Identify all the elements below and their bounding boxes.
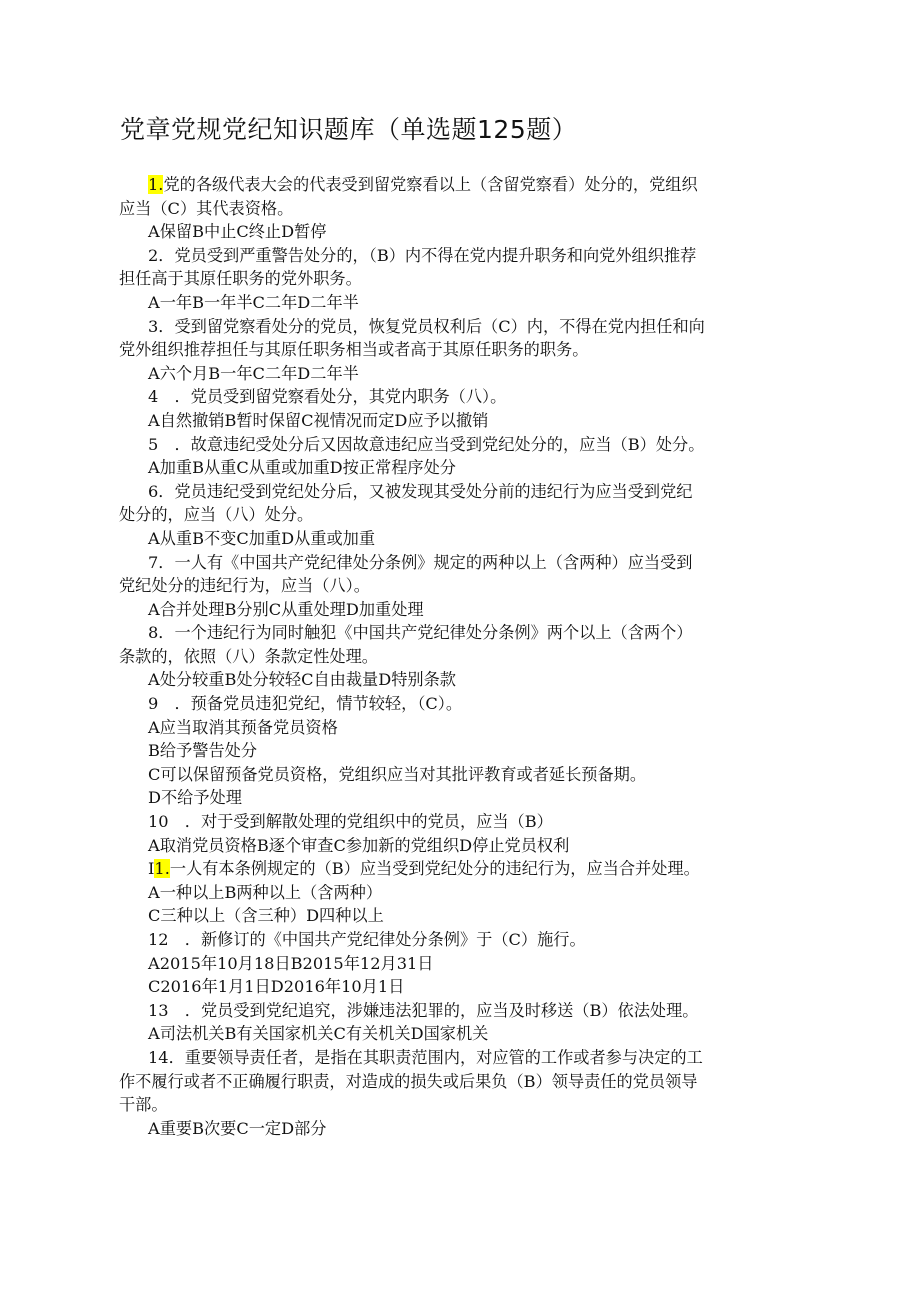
question-text: 党的各级代表大会的代表受到留党察看以上（含留党察看）处分的，党组织	[163, 175, 698, 194]
question-number-prefix: I	[148, 859, 155, 879]
answer-options: A2015年10月18日B2015年12月31日	[148, 953, 434, 973]
answer-options: A司法机关B有关国家机关C有关机关D国家机关	[148, 1024, 489, 1044]
question-13: 13 ．党员受到党纪追究，涉嫌违法犯罪的，应当及时移送（B）依法处理。	[148, 1000, 699, 1020]
answer-options: C2016年1月1日D2016年10月1日	[148, 977, 405, 997]
question-text: 一人有本条例规定的（B）应当受到党纪处分的违纪行为，应当合并处理。	[169, 859, 700, 879]
answer-options: A一年B一年半C二年D二年半	[148, 292, 359, 312]
question-14: 14．重要领导责任者，是指在其职责范围内，对应管的工作或者参与决定的工	[148, 1047, 703, 1067]
question-2: 2．党员受到严重警告处分的，（B）内不得在党内提升职务和向党外组织推荐	[148, 245, 697, 265]
answer-option-c: C可以保留预备党员资格，党组织应当对其批评教育或者延长预备期。	[148, 764, 647, 784]
question-9: 9 ．预备党员违犯党纪，情节较轻，（C）。	[148, 694, 463, 714]
answer-options: A自然撤销B暂时保留C视情况而定D应予以撤销	[148, 410, 489, 430]
question-12: 12 ．新修订的《中国共产党纪律处分条例》于（C）施行。	[148, 930, 586, 949]
question-7: 7．一人有《中国共产党纪律处分条例》规定的两种以上（含两种）应当受到	[148, 552, 693, 572]
question-text-continued: 干部。	[119, 1095, 168, 1115]
answer-option-a: A应当取消其预备党员资格	[148, 717, 338, 737]
question-text-continued: 应当（C）其代表资格。	[119, 198, 294, 218]
question-number-highlight: 1.	[148, 175, 164, 194]
question-text-continued: 担任高于其原任职务的党外职务。	[119, 269, 362, 289]
answer-options: A一种以上B两种以上（含两种）	[148, 882, 383, 902]
answer-options: A加重B从重C从重或加重D按正常程序处分	[148, 458, 456, 478]
question-text-continued: 处分的，应当（八）处分。	[119, 505, 314, 525]
answer-options: A重要B次要C一定D部分	[148, 1118, 327, 1138]
answer-options: C三种以上（含三种）D四种以上	[148, 906, 384, 926]
answer-options: A合并处理B分别C从重处理D加重处理	[148, 599, 424, 619]
answer-option-b: B给予警告处分	[148, 741, 258, 761]
question-number-highlight: 1.	[154, 859, 170, 879]
answer-options: A保留B中止C终止D暂停	[148, 222, 327, 242]
question-text-continued: 党纪处分的违纪行为，应当（八）。	[119, 576, 370, 596]
question-10: 10 ．对于受到解散处理的党组织中的党员，应当（B）	[148, 812, 553, 832]
question-5: 5 ．故意违纪受处分后又因故意违纪应当受到党纪处分的，应当（B）处分。	[148, 434, 705, 454]
question-1	[119, 173, 791, 197]
answer-options: A从重B不变C加重D从重或加重	[148, 528, 376, 548]
page-title: 党章党规党纪知识题库（单选题125题）	[120, 115, 578, 144]
question-11	[119, 857, 791, 881]
answer-options: A六个月B一年C二年D二年半	[148, 363, 359, 383]
answer-options: A处分较重B处分较轻C自由裁量D特别条款	[148, 670, 456, 690]
question-list	[119, 173, 791, 1140]
question-text-continued: 条款的，依照（八）条款定性处理。	[119, 646, 378, 666]
answer-options: A取消党员资格B逐个审查C参加新的党组织D停止党员权利	[148, 835, 570, 855]
answer-option-d: D不给予处理	[148, 788, 242, 808]
question-8: 8．一个违纪行为同时触犯《中国共产党纪律处分条例》两个以上（含两个）	[148, 623, 693, 643]
question-3: 3．受到留党察看处分的党员，恢复党员权利后（C）内，不得在党内担任和向	[148, 316, 705, 336]
question-6: 6．党员违纪受到党纪处分后，又被发现其受处分前的违纪行为应当受到党纪	[148, 481, 693, 501]
question-4: 4 ．党员受到留党察看处分，其党内职务（八）。	[148, 387, 507, 407]
question-text-continued: 作不履行或者不正确履行职责，对造成的损失或后果负（B）领导责任的党员领导	[119, 1071, 698, 1091]
question-text-continued: 党外组织推荐担任与其原任职务相当或者高于其原任职务的职务。	[119, 340, 589, 360]
